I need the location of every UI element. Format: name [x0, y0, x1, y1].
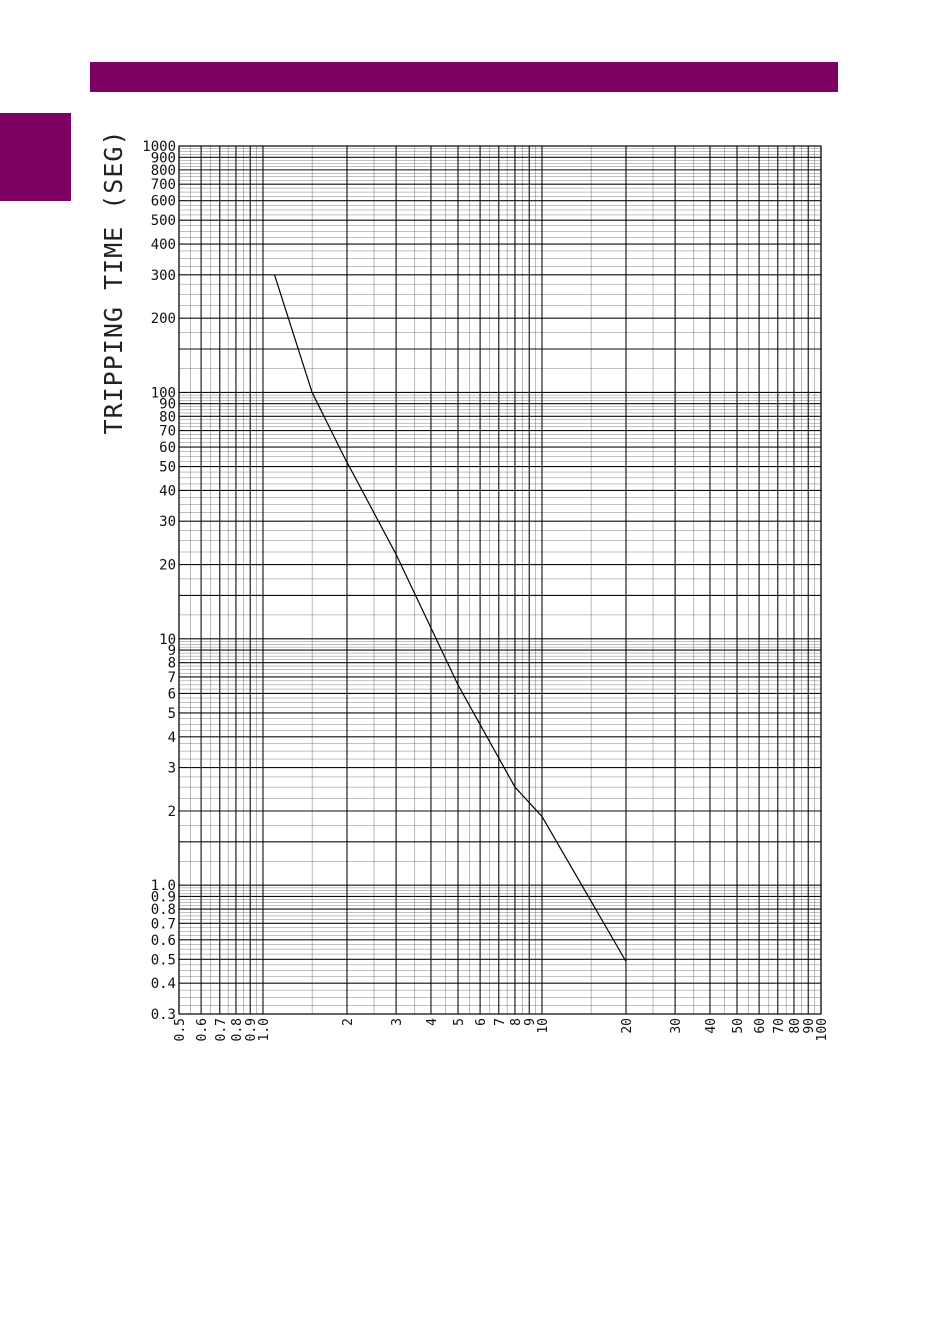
x-tick-label: 0.6 — [195, 1018, 211, 1042]
y-tick-label: 0.5 — [150, 952, 176, 969]
x-tick-label: 30 — [669, 1018, 685, 1034]
y-tick-label: 50 — [159, 459, 176, 476]
y-tick-label: 70 — [159, 423, 176, 440]
x-tick-label: 7 — [492, 1018, 508, 1026]
y-axis-label: TRIPPING TIME (SEG) — [99, 129, 128, 435]
y-tick-label: 0.4 — [150, 976, 176, 993]
y-tick-label: 0.8 — [150, 902, 176, 919]
y-tick-label: 7 — [167, 669, 176, 686]
y-tick-label: 600 — [150, 193, 176, 210]
y-tick-label: 1000 — [142, 139, 176, 155]
x-tick-label: 60 — [753, 1018, 769, 1034]
x-tick-labels — [173, 1018, 830, 1042]
x-tick-label: 0.9 — [244, 1018, 260, 1042]
y-tick-label: 30 — [159, 514, 176, 531]
x-tick-label: 10 — [535, 1018, 551, 1034]
y-tick-label: 90 — [159, 396, 176, 413]
x-tick-label: 0.5 — [173, 1018, 188, 1042]
x-tick-label: 8 — [508, 1018, 524, 1026]
y-tick-label: 80 — [159, 409, 176, 426]
y-tick-label: 500 — [150, 213, 176, 230]
x-tick-label: 0.8 — [229, 1018, 245, 1042]
y-tick-label: 3 — [167, 760, 176, 777]
x-tick-label: 40 — [703, 1018, 719, 1034]
curves — [275, 275, 627, 962]
x-tick-label: 9 — [523, 1018, 539, 1026]
x-tick-label: 20 — [619, 1018, 635, 1034]
x-tick-label: 1.0 — [256, 1018, 272, 1042]
y-tick-label: 10 — [159, 631, 176, 648]
y-tick-label: 4 — [167, 729, 176, 746]
y-tick-label: 200 — [150, 311, 176, 328]
x-tick-label: 100 — [815, 1018, 830, 1042]
x-tick-label: 80 — [787, 1018, 803, 1034]
y-tick-label: 60 — [159, 440, 176, 457]
y-tick-label: 700 — [150, 177, 176, 194]
y-tick-label: 900 — [150, 150, 176, 167]
y-tick-label: 0.7 — [150, 916, 176, 933]
y-tick-label: 0.6 — [150, 932, 176, 949]
y-tick-label: 5 — [167, 705, 176, 722]
y-tick-label: 20 — [159, 557, 176, 574]
x-tick-label: 6 — [474, 1018, 490, 1026]
y-tick-label: 400 — [150, 237, 176, 254]
x-tick-label: 90 — [802, 1018, 818, 1034]
x-tick-label: 70 — [771, 1018, 787, 1034]
x-tick-label: 2 — [340, 1018, 356, 1026]
y-tick-label: 6 — [167, 686, 176, 703]
y-tick-label: 1.0 — [150, 878, 176, 895]
y-tick-labels — [142, 139, 176, 1023]
x-tick-label: 3 — [390, 1018, 406, 1026]
y-tick-label: 800 — [150, 162, 176, 179]
y-tick-label: 0.9 — [150, 889, 176, 906]
y-tick-label: 8 — [167, 655, 176, 672]
y-tick-label: 9 — [167, 643, 176, 660]
x-tick-label: 5 — [452, 1018, 468, 1026]
x-tick-label: 4 — [424, 1018, 440, 1026]
y-tick-label: 40 — [159, 483, 176, 500]
x-tick-label: 0.7 — [213, 1018, 229, 1042]
y-tick-label: 0.3 — [150, 1007, 176, 1023]
x-tick-label: 50 — [731, 1018, 747, 1034]
y-tick-label: 300 — [150, 267, 176, 284]
series-line — [275, 275, 627, 962]
y-tick-label: 100 — [150, 385, 176, 402]
y-tick-label: 2 — [167, 803, 176, 820]
